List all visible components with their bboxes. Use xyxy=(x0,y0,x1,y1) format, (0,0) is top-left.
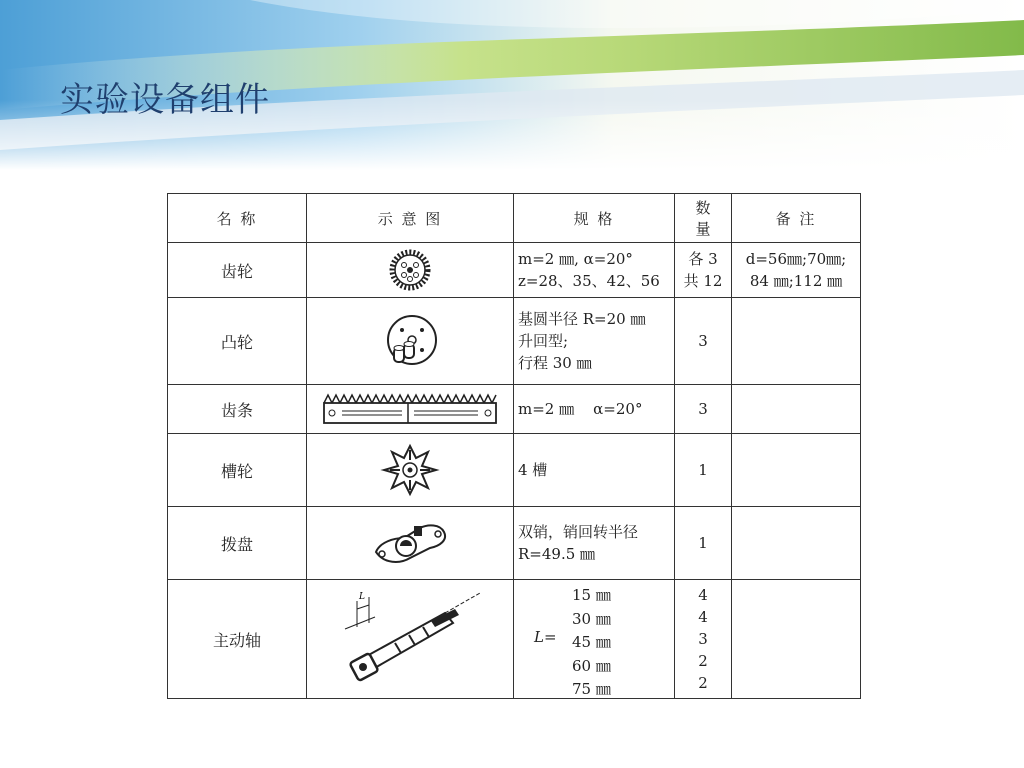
note-cell xyxy=(732,434,861,507)
qty-value: 3 xyxy=(675,385,732,434)
note-cell xyxy=(732,580,861,699)
geneva-wheel-icon xyxy=(380,442,440,498)
header-spec: 规 格 xyxy=(514,194,675,243)
qty-value: 1 xyxy=(675,434,732,507)
table-row xyxy=(168,298,861,385)
spec-line: 行程 30 ㎜ xyxy=(518,354,592,372)
header-diagram: 示 意 图 xyxy=(307,194,514,243)
spec-line: z=28、35、42、56 xyxy=(518,272,660,290)
svg-text:L: L xyxy=(359,592,365,602)
spec-line: m=2 ㎜, α=20° xyxy=(518,250,633,268)
cam-icon xyxy=(382,310,438,372)
slide-title: 实验设备组件 xyxy=(60,80,270,120)
row-name: 槽轮 xyxy=(168,434,307,507)
row-name: 主动轴 xyxy=(168,580,307,699)
spec-line: 60 ㎜ xyxy=(572,656,611,675)
row-name: 齿轮 xyxy=(168,243,307,298)
drive-shaft-icon xyxy=(335,587,485,691)
note-line: d=56㎜;70㎜; xyxy=(745,250,847,268)
spec-line: 4 槽 xyxy=(514,434,675,507)
equipment-table xyxy=(167,193,861,699)
rack-icon xyxy=(322,391,498,427)
note-cell xyxy=(732,385,861,434)
row-name: 凸轮 xyxy=(168,298,307,385)
table-header-row xyxy=(168,194,861,243)
qty-line: 各 3 xyxy=(688,250,718,268)
table-row xyxy=(168,385,861,434)
spec-line: R=49.5 ㎜ xyxy=(518,545,596,563)
qty-value: 3 xyxy=(675,298,732,385)
spec-length-label: L= xyxy=(534,628,557,646)
note-cell xyxy=(732,507,861,580)
spec-line: m=2 ㎜ α=20° xyxy=(514,385,675,434)
table-row xyxy=(168,434,861,507)
spec-line: 30 ㎜ xyxy=(572,609,611,628)
qty-line: 4 xyxy=(698,608,708,626)
qty-line: 2 xyxy=(698,652,708,670)
note-cell xyxy=(732,298,861,385)
spec-line: 双销，销回转半径 xyxy=(518,523,639,541)
spec-line: 基圆半径 R=20 ㎜ xyxy=(518,310,646,328)
spec-line: 升回型; xyxy=(518,332,569,350)
header-name: 名 称 xyxy=(168,194,307,243)
table-row xyxy=(168,580,861,699)
note-line: 84 ㎜;112 ㎜ xyxy=(749,272,843,290)
spec-line: 15 ㎜ xyxy=(572,586,611,604)
qty-line: 4 xyxy=(698,586,708,604)
spec-line: 75 ㎜ xyxy=(572,680,611,698)
dial-plate-icon xyxy=(370,516,450,570)
spec-line: 45 ㎜ xyxy=(572,633,611,651)
qty-line: 共 12 xyxy=(683,272,723,290)
row-name: 齿条 xyxy=(168,385,307,434)
table-row xyxy=(168,243,861,298)
gear-icon xyxy=(385,247,435,293)
header-qty: 数量 xyxy=(675,194,732,243)
qty-line: 3 xyxy=(698,630,708,648)
row-name: 拨盘 xyxy=(168,507,307,580)
header-note: 备 注 xyxy=(732,194,861,243)
qty-value: 1 xyxy=(675,507,732,580)
qty-line: 2 xyxy=(698,674,708,692)
table-row xyxy=(168,507,861,580)
